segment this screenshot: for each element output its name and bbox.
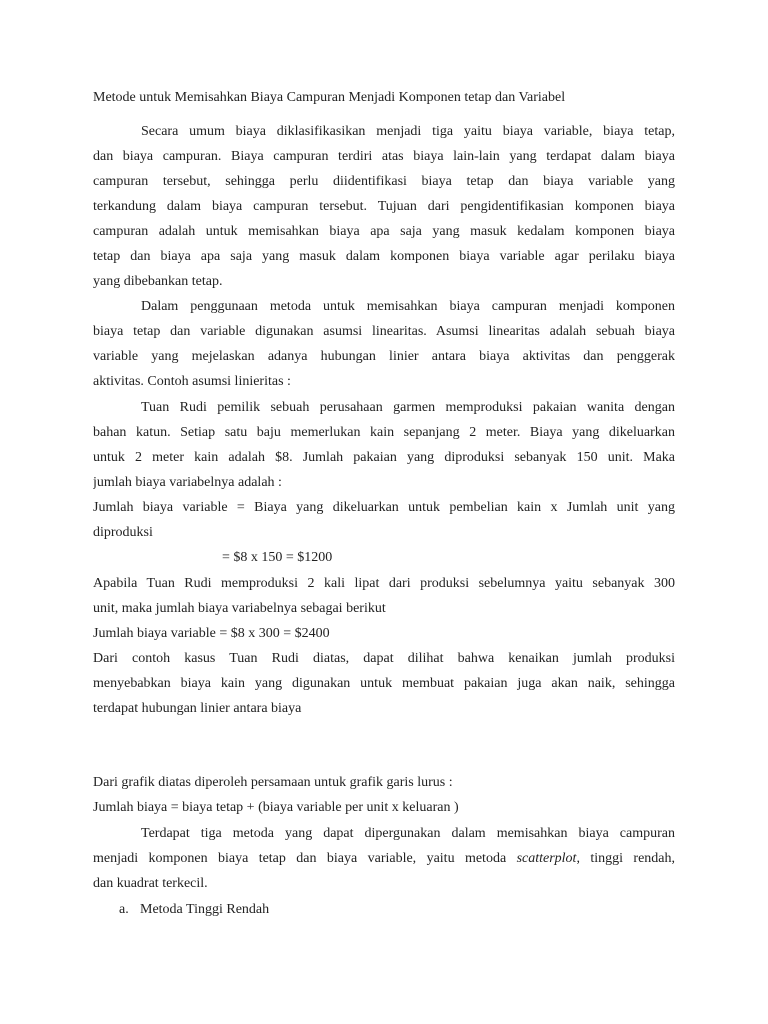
paragraph-3-line: untuk 2 meter kain adalah $8. Jumlah pakaian yang diproduksi sebanyak 150 unit. Maka [93, 450, 675, 465]
paragraph-6: Dari grafik diatas diperoleh persamaan untuk grafik garis lurus : [93, 775, 453, 790]
list-item-heading: Metoda Tinggi Rendah [140, 902, 270, 917]
paragraph-1-line: Secara umum biaya diklasifikasikan menjadi tiga yaitu biaya variable, biaya tetap, [141, 124, 675, 139]
document-title: Metode untuk Memisahkan Biaya Campuran Menjadi Komponen tetap dan Variabel [93, 90, 566, 105]
paragraph-5-line: terdapat hubungan linier antara biaya [93, 701, 302, 716]
paragraph-2-line: Dalam penggunaan metoda untuk memisahkan biaya campuran menjadi komponen [141, 299, 675, 314]
paragraph-5-line: Dari contoh kasus Tuan Rudi diatas, dapat dilihat bahwa kenaikan jumlah produksi [93, 651, 675, 666]
list-marker: a. [119, 902, 129, 917]
paragraph-4-line: Apabila Tuan Rudi memproduksi 2 kali lipat dari produksi sebelumnya yaitu sebanyak 300 [93, 576, 675, 591]
paragraph-7-text: , tinggi rendah, [576, 851, 675, 866]
paragraph-2-line: biaya tetap dan variable digunakan asumsi linearitas. Asumsi linearitas adalah sebuah biaya [93, 324, 675, 339]
paragraph-3-line: bahan katun. Setiap satu baju memerlukan kain sepanjang 2 meter. Biaya yang dikeluarkan [93, 425, 675, 440]
scatterplot-term: scatterplot [516, 851, 577, 866]
paragraph-1-line: campuran adalah untuk memisahkan biaya apa saja yang masuk kedalam komponen biaya [93, 224, 675, 239]
paragraph-1-line: campuran tersebut, sehingga perlu diidentifikasi biaya tetap dan biaya variable yang [93, 174, 675, 189]
paragraph-2-line: variable yang mejelaskan adanya hubungan linier antara biaya aktivitas dan penggerak [93, 349, 675, 364]
paragraph-5-line: menyebabkan biaya kain yang digunakan untuk membuat pakaian juga akan naik, sehingga [93, 676, 675, 691]
paragraph-7-text: menjadi komponen biaya tetap dan biaya variable, yaitu metoda [93, 851, 517, 866]
formula-2: Jumlah biaya = biaya tetap + (biaya variable per unit x keluaran ) [93, 800, 459, 815]
paragraph-3-line: Tuan Rudi pemilik sebuah perusahaan garmen memproduksi pakaian wanita dengan [141, 400, 675, 415]
paragraph-4-line: unit, maka jumlah biaya variabelnya sebagai berikut [93, 601, 386, 616]
formula-line: diproduksi [93, 525, 153, 540]
paragraph-1-line: dan biaya campuran. Biaya campuran terdiri atas biaya lain-lain yang terdapat dalam biaya [93, 149, 675, 164]
paragraph-2-line: aktivitas. Contoh asumsi linieritas : [93, 374, 291, 389]
calculation-1: = $8 x 150 = $1200 [222, 550, 333, 565]
paragraph-3-line: jumlah biaya variabelnya adalah : [93, 475, 282, 490]
paragraph-1-line: terkandung dalam biaya campuran tersebut. Tujuan dari pengidentifikasian komponen biaya [93, 199, 675, 214]
paragraph-1-line: tetap dan biaya apa saja yang masuk dalam komponen biaya variable agar perilaku biaya [93, 249, 675, 264]
paragraph-1-line: yang dibebankan tetap. [93, 274, 223, 289]
paragraph-7-line [93, 849, 675, 869]
paragraph-7-line: dan kuadrat terkecil. [93, 876, 208, 891]
paragraph-7-line: Terdapat tiga metoda yang dapat dipergunakan dalam memisahkan biaya campuran [141, 826, 675, 841]
formula-line: Jumlah biaya variable = Biaya yang dikeluarkan untuk pembelian kain x Jumlah unit yang [93, 500, 675, 515]
calculation-2: Jumlah biaya variable = $8 x 300 = $2400 [93, 626, 330, 641]
